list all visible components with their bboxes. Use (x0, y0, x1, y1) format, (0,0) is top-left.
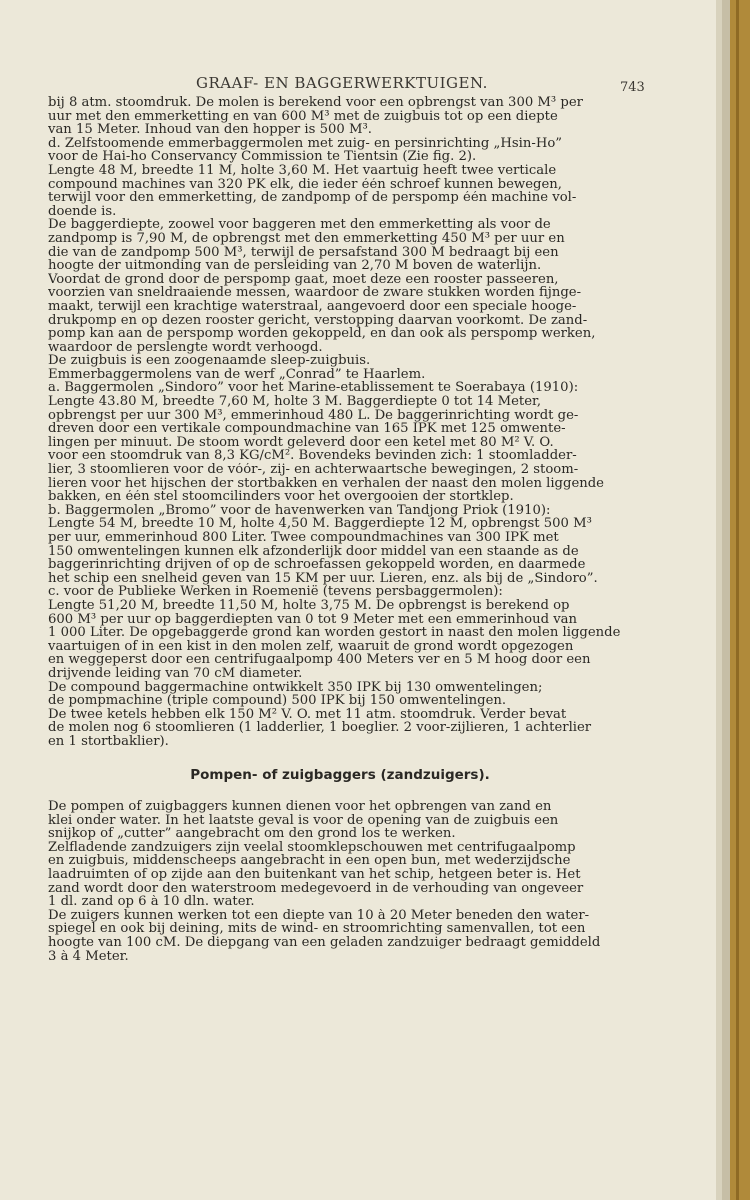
text-line: hoogte der uitmonding van de persleiding van 2,70 M boven de waterlijn. (48, 259, 542, 273)
text-line: 600 M³ per uur op baggerdiepten van 0 tot 9 Meter met een emmerinhoud van (48, 612, 578, 627)
text-line: maakt, terwijl een krachtige waterstraal, aangevoerd door een speciale hooge- (48, 299, 577, 314)
text-line: laadruimten of op zijde aan den buitenkant van het schip, hetgeen beter is. Het (48, 868, 581, 882)
text-line: en zuigbuis, middenscheeps aangebracht in een open bun, met wederzijdsche (48, 854, 571, 869)
text-line: 1 dl. zand op 6 à 10 dln. water. (48, 895, 255, 909)
text-line: Lengte 43.80 M, breedte 7,60 M, holte 3 M. Baggerdiepte 0 tot 14 Meter, (48, 395, 542, 409)
text-line: het schip een snelheid geven van 15 KM per uur. Lieren, enz. als bij de „Sindoro”. (48, 571, 598, 586)
section-heading: Pompen- of zuigbaggers (zandzuigers). (190, 766, 490, 783)
text-line: a. Baggermolen „Sindoro” voor het Marine-etablissement te Soerabaya (1910): (48, 381, 579, 396)
text-line: dreven door een vertikale compoundmachine van 165 IPK met 125 omwente- (48, 422, 566, 436)
text-line: De pompen of zuigbaggers kunnen dienen voor het opbrengen van zand en (48, 800, 552, 814)
text-line: voor een stoomdruk van 8,3 KG/cM². Bovendeks bevinden zich: 1 stoomladder- (48, 449, 577, 464)
book-cover-binding (736, 0, 739, 1200)
text-line: terwijl voor den emmerketting, de zandpomp of de perspomp één machine vol- (48, 191, 577, 205)
text-line: lieren voor het hijschen der stortbakken en verhalen der naast den molen liggende (48, 476, 604, 491)
text-line: compound machines van 320 PK elk, die ieder één schroef kunnen bewegen, (48, 177, 562, 192)
text-line: per uur, emmerinhoud 800 Liter. Twee compoundmachines van 300 IPK met (48, 531, 559, 545)
text-line: De twee ketels hebben elk 150 M² V. O. met 11 atm. stoomdruk. Verder bevat (48, 707, 567, 722)
text-line: 1 000 Liter. De opgebaggerde grond kan worden gestort in naast den molen liggende (48, 626, 621, 640)
text-line: uur met den emmerketting en van 600 M³ met de zuigbuis tot op een diepte (48, 109, 558, 124)
text-line: De zuigers kunnen werken tot een diepte van 10 à 20 Meter beneden den water- (48, 908, 590, 923)
text-line: klei onder water. In het laatste geval is voor de opening van de zuigbuis een (48, 813, 559, 828)
text-line: Voordat de grond door de perspomp gaat, moet deze een rooster passeeren, (48, 272, 559, 287)
page-edge-shadow (722, 0, 730, 1200)
text-line: lier, 3 stoomlieren voor de vóór-, zij- en achterwaartsche bewegingen, 2 stoom- (48, 463, 579, 477)
text-line: bij 8 atm. stoomdruk. De molen is berekend voor een opbrengst van 300 M³ per (48, 96, 583, 110)
text-line: drukpomp en op dezen rooster gericht, verstopping daarvan voorkomt. De zand- (48, 313, 588, 328)
page-number: 743 (620, 80, 645, 95)
book-cover-edge (730, 0, 750, 1200)
text-line: De baggerdiepte, zoowel voor baggeren met den emmerketting als voor de (48, 218, 551, 232)
text-line: De zuigbuis is een zoogenaamde sleep-zuigbuis. (48, 354, 371, 368)
text-line: spiegel en ook bij deining, mits de wind- en stroomrichting samenvallen, tot een (48, 922, 586, 937)
text-line: Zelfladende zandzuigers zijn veelal stoomklepschouwen met centrifugaalpomp (48, 840, 576, 855)
running-head: GRAAF- EN BAGGERWERKTUIGEN. (196, 74, 488, 92)
text-line: De compound baggermachine ontwikkelt 350 IPK bij 130 omwentelingen; (48, 680, 543, 695)
text-line: en weggeperst door een centrifugaalpomp 400 Meters ver en 5 M hoog door een (48, 653, 591, 667)
section-emmerbaggermolens (48, 96, 632, 749)
text-line: 150 omwentelingen kunnen elk afzonderlijk door middel van een staande as de (48, 544, 579, 559)
text-line: 3 à 4 Meter. (48, 949, 129, 964)
text-line: drijvende leiding van 70 cM diameter. (48, 666, 303, 681)
text-line: bakken, en één stel stoomcilinders voor het overgooien der stortklep. (48, 490, 514, 504)
text-line: hoogte van 100 cM. De diepgang van een geladen zandzuiger bedraagt gemiddeld (48, 936, 601, 950)
body-text (48, 96, 632, 963)
text-line: waardoor de perslengte wordt verhoogd. (48, 340, 323, 355)
text-line: Lengte 54 M, breedte 10 M, holte 4,50 M. Baggerdiepte 12 M, opbrengst 500 M³ (48, 517, 592, 531)
text-line: d. Zelfstoomende emmerbaggermolen met zuig- en persinrichting „Hsin-Ho” (48, 136, 563, 151)
text-line: doende is. (48, 204, 117, 219)
text-line: zand wordt door den waterstroom medegevoerd in de verhouding van ongeveer (48, 881, 584, 896)
text-line: c. voor de Publieke Werken in Roemenië (tevens persbaggermolen): (48, 585, 503, 599)
text-line: Emmerbaggermolens van de werf „Conrad” te Haarlem. (48, 367, 426, 382)
text-line: van 15 Meter. Inhoud van den hopper is 500 M³. (48, 123, 372, 137)
text-line: voor de Hai-ho Conservancy Commission te Tientsin (Zie fig. 2). (48, 150, 477, 164)
text-line: Lengte 51,20 M, breedte 11,50 M, holte 3,75 M. De opbrengst is berekend op (48, 598, 570, 613)
text-line: de molen nog 6 stoomlieren (1 ladderlier, 1 boeglier. 2 voor-zijlieren, 1 achterlier (48, 721, 592, 735)
text-line: opbrengst per uur 300 M³, emmerinhoud 480 L. De baggerinrichting wordt ge- (48, 408, 579, 423)
text-line: voorzien van sneldraaiende messen, waardoor de zware stukken worden fijnge- (48, 286, 582, 300)
text-line: snijkop of „cutter” aangebracht om den grond los te werken. (48, 827, 456, 841)
text-line: de pompmachine (triple compound) 500 IPK bij 150 omwentelingen. (48, 694, 507, 708)
section-zuigbaggers (48, 800, 632, 963)
text-line: lingen per minuut. De stoom wordt geleverd door een ketel met 80 M² V. O. (48, 435, 554, 450)
text-line: zandpomp is 7,90 M, de opbrengst met den emmerketting 450 M³ per uur en (48, 231, 565, 246)
text-line: b. Baggermolen „Bromo” voor de havenwerken van Tandjong Priok (1910): (48, 503, 551, 518)
text-line: pomp kan aan de perspomp worden gekoppeld, en dan ook als perspomp werken, (48, 327, 596, 341)
text-line: Lengte 48 M, breedte 11 M, holte 3,60 M. Het vaartuig heeft twee verticale (48, 163, 557, 178)
text-line: baggerinrichting drijven of op de schroefassen gekoppeld worden, en daarmede (48, 558, 586, 572)
text-line: vaartuigen of in een kist in den molen zelf, waaruit de grond wordt opgezogen (48, 639, 574, 654)
text-line: die van de zandpomp 500 M³, terwijl de persafstand 300 M bedraagt bij een (48, 245, 559, 260)
text-line: en 1 stortbaklier). (48, 734, 169, 749)
